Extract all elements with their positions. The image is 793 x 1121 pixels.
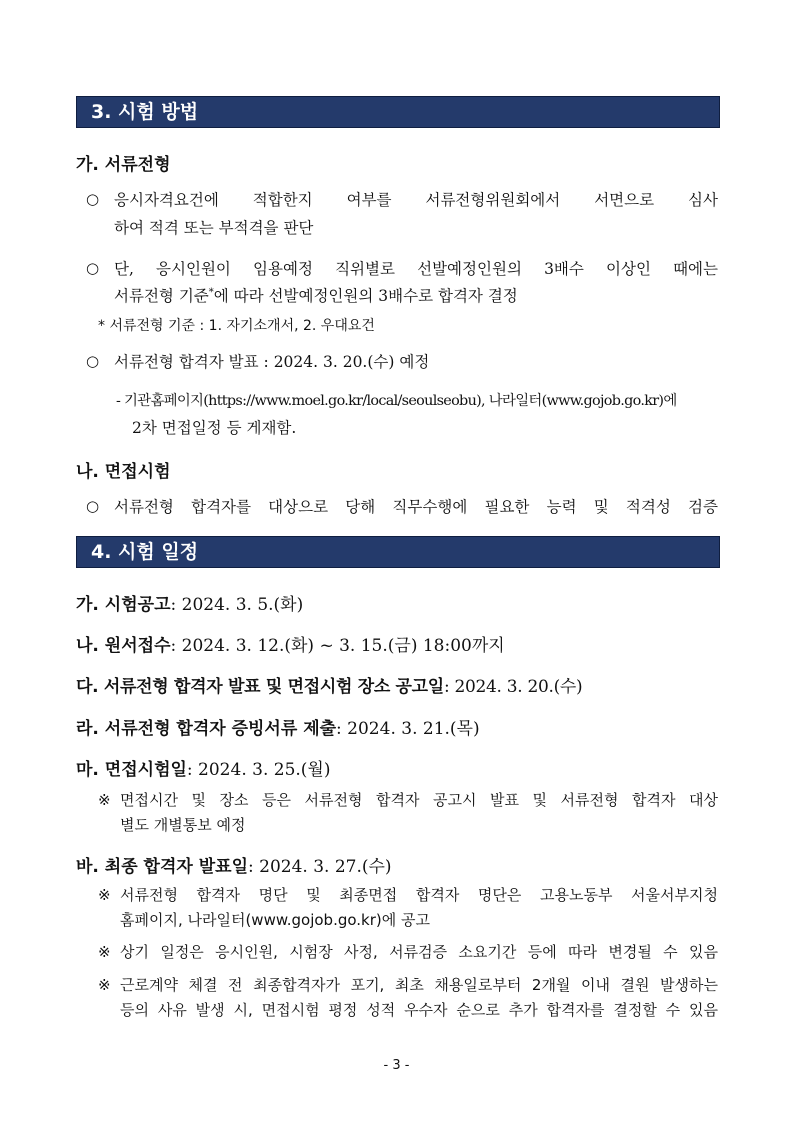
subsection-interview-title: 나. 면접시험 (76, 462, 171, 482)
final-note-1-line-2: 홈페이지, 나라일터(www.gojob.go.kr)에 공고 (120, 911, 430, 929)
interview-note-line-2: 별도 개별통보 예정 (120, 816, 246, 834)
schedule-value: : 2024. 3. 21.(목) (336, 719, 480, 739)
section-3-header (76, 96, 720, 128)
schedule-label: 바. 최종 합격자 발표일 (76, 857, 249, 877)
reference-mark: ※ (98, 886, 111, 904)
bullet-3: 서류전형 합격자 발표 : 2024. 3. 20.(수) 예정 (114, 353, 430, 371)
schedule-item-announcement (76, 590, 303, 615)
section-4-title: 4. 시험 일정 (91, 541, 199, 563)
page-number: - 3 - (383, 1058, 410, 1073)
bullet-2-line-2 (114, 284, 518, 306)
circle-bullet: ○ (86, 190, 100, 208)
schedule-label: 나. 원서접수 (76, 636, 171, 656)
website-dash-line-1: - 기관홈페이지(https://www.moel.go.kr/local/seoulseobu), 나라일터(www.gojob.go.kr)에 (116, 393, 677, 409)
schedule-item-evidence-submission (76, 714, 480, 739)
bullet-2-line-1: 단, 응시인원이 임용예정 직위별로 선발예정인원의 3배수 이상인 때에는 (114, 260, 718, 278)
bullet-2-text-pre: 서류전형 기준 (114, 287, 209, 305)
circle-bullet: ○ (86, 259, 100, 277)
final-note-1-line-1: 서류전형 합격자 명단 및 최종면접 합격자 명단은 고용노동부 서울서부지청 (120, 886, 718, 904)
subsection-document-screening-title: 가. 서류전형 (76, 155, 171, 175)
section-3-title: 3. 시험 방법 (91, 101, 199, 123)
reference-mark: ※ (98, 791, 111, 809)
schedule-value: : 2024. 3. 5.(화) (170, 595, 304, 615)
reference-mark: ※ (98, 943, 111, 961)
schedule-item-document-results (76, 672, 582, 697)
interview-bullet: 서류전형 합격자를 대상으로 당해 직무수행에 필요한 능력 및 적격성 검증 (114, 498, 718, 516)
section-4-header (76, 536, 720, 568)
schedule-item-interview-date (76, 755, 330, 780)
schedule-value: : 2024. 3. 25.(월) (186, 760, 331, 780)
schedule-item-application (76, 631, 505, 656)
bullet-1-line-1: 응시자격요건에 적합한지 여부를 서류전형위원회에서 서면으로 심사 (114, 191, 718, 209)
circle-bullet: ○ (86, 497, 100, 515)
final-note-2: 상기 일정은 응시인원, 시험장 사정, 서류검증 소요기간 등에 따라 변경될 수 있음 (120, 943, 718, 961)
schedule-value: : 2024. 3. 27.(수) (248, 857, 392, 877)
schedule-label: 다. 서류전형 합격자 발표 및 면접시험 장소 공고일 (76, 677, 444, 697)
schedule-value: : 2024. 3. 12.(화) ~ 3. 15.(금) 18:00까지 (170, 636, 505, 656)
schedule-label: 라. 서류전형 합격자 증빙서류 제출 (76, 719, 337, 739)
schedule-label: 마. 면접시험일 (76, 760, 187, 780)
bullet-1-line-2: 하여 적격 또는 부적격을 판단 (114, 219, 314, 237)
bullet-2-text-post: 에 따라 선발예정인원의 3배수로 합격자 결정 (213, 287, 518, 305)
final-note-3-line-1: 근로계약 체결 전 최종합격자가 포기, 최초 채용일로부터 2개월 이내 결원 발생하는 (120, 976, 718, 994)
criteria-note: * 서류전형 기준 : 1. 자기소개서, 2. 우대요건 (98, 318, 375, 334)
schedule-item-final-results (76, 852, 392, 877)
schedule-label: 가. 시험공고 (76, 595, 171, 615)
final-note-3-line-2: 등의 사유 발생 시, 면접시험 평정 성적 우수자 순으로 추가 합격자를 결정할 수 있음 (120, 1001, 718, 1019)
interview-note-line-1: 면접시간 및 장소 등은 서류전형 합격자 공고시 발표 및 서류전형 합격자 대상 (120, 791, 718, 809)
website-dash-line-2: 2차 면접일정 등 게재함. (132, 419, 297, 437)
schedule-value: : 2024. 3. 20.(수) (443, 677, 583, 697)
circle-bullet: ○ (86, 352, 100, 370)
reference-mark: ※ (98, 976, 111, 994)
footnote-marker: * (208, 286, 214, 298)
